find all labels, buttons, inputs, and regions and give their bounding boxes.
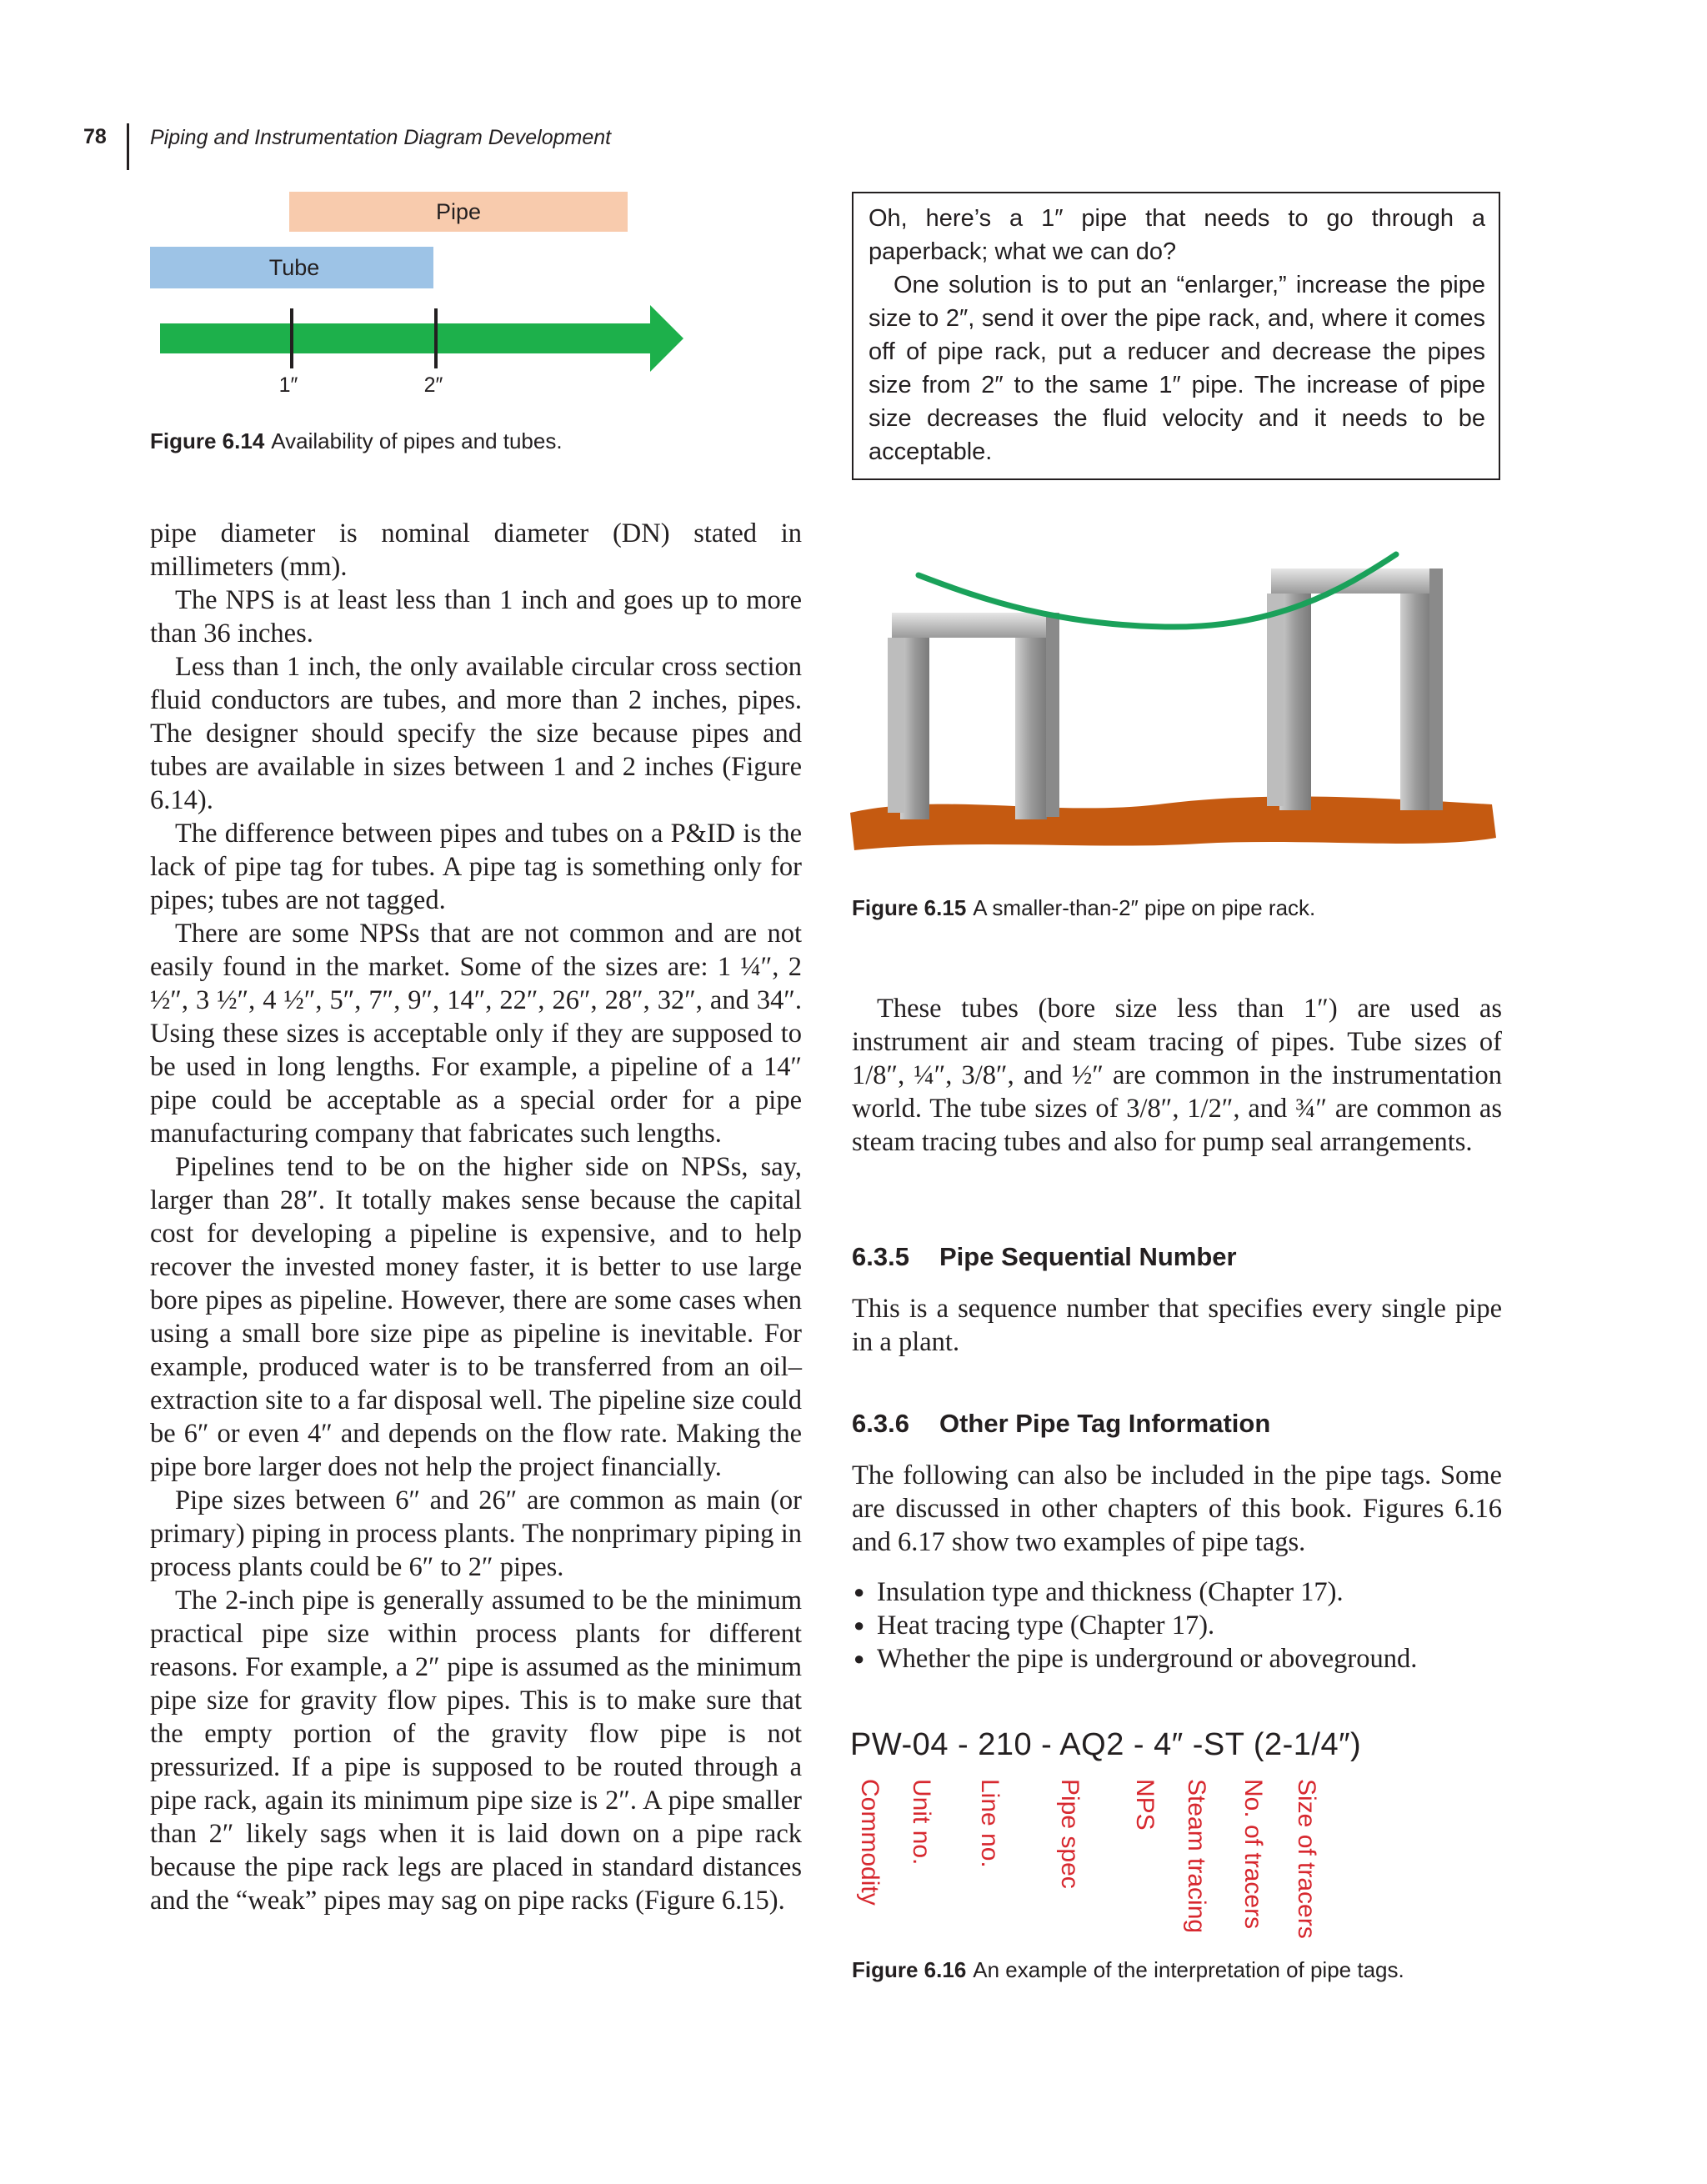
paragraph: The difference between pipes and tubes on a P&ID is the lack of pipe tag for tubes. A pipe tag is something only for pipes; tubes are not tagged. [150,819,802,915]
ground [850,797,1496,850]
note-box-question: Oh, here’s a 1″ pipe that needs to go through a paperback; what we can do? [869,205,1485,265]
paragraph: Pipe sizes between 6″ and 26″ are common as main (or primary) piping in process plants. The nonprimary piping in process plants could be 6″ to 2″ pipes. [150,1485,802,1582]
section-number: 6.3.5 [852,1242,909,1271]
list-item: ● Heat tracing type (Chapter 17). [852,1609,1502,1642]
pipe-rack-left [888,613,1059,819]
list-item: ● Insulation type and thickness (Chapter 17). [852,1575,1502,1609]
tag-label-commodity: Commodity [856,1779,884,1906]
tag-label-size-of-tracers: Size of tracers [1293,1779,1320,1939]
caption-text: A smaller-than-2″ pipe on pipe rack. [973,895,1316,920]
section-6-3-6-heading [852,1409,1270,1439]
paragraph: pipe diameter is nominal diameter (DN) stated in millimeters (mm). [150,518,802,582]
tag-label-steam-tracing: Steam tracing [1183,1779,1210,1934]
section-title: Pipe Sequential Number [939,1242,1237,1271]
caption-label: Figure 6.15 [852,895,967,920]
header-rule [127,123,129,170]
caption-text: Availability of pipes and tubes. [271,428,563,453]
paragraph: Less than 1 inch, the only available circular cross section fluid conductors are tubes, and more than 2 inches, pipes. The designer should specify the size because pipes and tubes are available in sizes between 1 and 2 inches (Figure 6.14). [150,652,802,815]
caption-label: Figure 6.16 [852,1957,967,1982]
tag-label-nps: NPS [1131,1779,1159,1831]
bullet-list [852,1575,1502,1676]
figure-6-15-illustration [842,542,1509,867]
page-number: 78 [83,125,107,148]
paragraph: Pipelines tend to be on the higher side on NPSs, say, larger than 28″. It totally makes sense because the capital cost for developing a pipeline is expensive, and to help recover the invested money faster, it is better to use large bore pipes as pipeline. However, there are some cases when using a small bore size pipe as pipeline is inevitable. For example, produced water is to be transferred from an oil–extraction site to a far disposal well. The pipeline size could be 6″ or even 4″ and depends on the flow rate. Making the pipe bore larger does not help the project financially. [150,1152,802,1482]
caption-text: An example of the interpretation of pipe tags. [973,1957,1404,1982]
paragraph: The NPS is at least less than 1 inch and goes up to more than 36 inches. [150,585,802,649]
section-6-3-6-body: The following can also be included in the pipe tags. Some are discussed in other chapters of this book. Figures 6.16 and 6.17 show two examples of pipe tags. [852,1460,1502,1557]
list-item: ● Whether the pipe is underground or aboveground. [852,1642,1502,1676]
running-head: Piping and Instrumentation Diagram Development [150,126,612,149]
note-box [852,192,1500,480]
section-number: 6.3.6 [852,1409,909,1438]
note-box-answer: One solution is to put an “enlarger,” increase the pipe size to 2″, send it over the pipe rack, and, where it comes off of pipe rack, put a reducer and decrease the pipes size from 2″ to the same 1″ pipe. The increase of pipe size decreases the fluid velocity and it needs to be acceptable. [869,272,1485,465]
tag-label-unit-no: Unit no. [908,1779,935,1866]
section-6-3-5-body: This is a sequence number that specifies every single pipe in a plant. [852,1294,1502,1357]
tag-label-line-no: Line no. [976,1779,1004,1868]
size-arrow [160,305,683,372]
caption-label: Figure 6.14 [150,428,265,453]
figure-6-16-caption [852,1957,1404,1983]
left-column-text [150,517,802,1917]
tick-2-label: 2″ [423,373,443,397]
paragraph: There are some NPSs that are not common and are not easily found in the market. Some of the sizes are: 1 ¼″, 2 ½″, 3 ½″, 4 ½″, 5″, 7″, 9″, 14″, 22″, 26″, 28″, 32″, and 34″. Using these sizes is acceptable only if they are supposed to be used in long lengths. For example, a pipeline of a 14″ pipe could be acceptable as a special order for a pipe manufacturing company that fabricates such lengths. [150,919,802,1149]
figure-6-14-caption [150,428,563,454]
section-6-3-5-heading [852,1242,1237,1272]
tubes-paragraph [852,992,1502,1159]
tag-label-no-of-tracers: No. of tracers [1239,1779,1267,1930]
pipe-tag-example: PW-04 - 210 - AQ2 - 4″ -ST (2-1/4″) [850,1727,1362,1762]
tube-bar-label: Tube [268,255,320,280]
figure-6-15-caption [852,895,1315,921]
section-title: Other Pipe Tag Information [939,1409,1271,1438]
tick-1-label: 1″ [278,373,298,397]
figure-6-14-diagram [142,183,692,400]
tag-label-pipe-spec: Pipe spec [1056,1779,1084,1889]
paragraph: The 2-inch pipe is generally assumed to be the minimum practical pipe size within process plants for different reasons. For example, a 2″ pipe is assumed as the minimum pipe size for gravity flow pipes. This is to make sure that the empty portion of the gravity flow pipe is not pressurized. If a pipe is supposed to be routed through a pipe rack, again its minimum pipe size is 2″. A pipe smaller than 2″ likely sags when it is laid down on a pipe rack because the pipe rack legs are placed in standard distances and the “weak” pipes may sag on pipe racks (Figure 6.15). [150,1585,802,1916]
pipe-bar-label: Pipe [435,199,482,224]
paragraph: These tubes (bore size less than 1″) are used as instrument air and steam tracing of pipes. Tube sizes of 1/8″, ¼″, 3/8″, and ½″ are common in the instrumentation world. The tube sizes of 3/8″, 1/2″, and ¾″ are common as steam tracing tubes and also for pump seal arrangements. [852,994,1502,1157]
